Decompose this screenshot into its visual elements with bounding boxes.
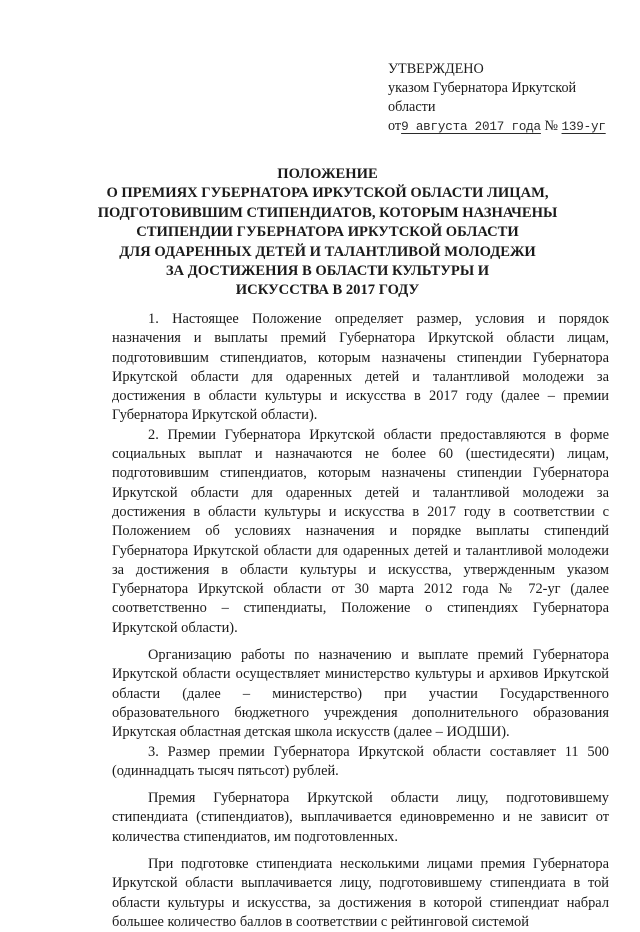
paragraph-4: 3. Размер премии Губернатора Иркутской области составляет 11 500 (одиннадцать тысяч пятьсот) рублей. — [112, 743, 609, 779]
title-line: ПОЛОЖЕНИЕ — [277, 166, 378, 182]
title-line: СТИПЕНДИИ ГУБЕРНАТОРА ИРКУТСКОЙ ОБЛАСТИ — [136, 224, 519, 241]
paragraph-5: Премия Губернатора Иркутской области лицу, подготовившему стипендиата (стипендиатов), выплачивается единовременно и не зависит от количества стипендиатов, им подготовленных. — [112, 790, 609, 845]
approval-stamp — [388, 60, 633, 137]
paragraph-2: 2. Премии Губернатора Иркутской области предоставляются в форме социальных выплат и назначаются не более 60 (шестидесяти) лицам, подготовившим стипендиатов, которым назначены стипендии Губернатора Иркутской области для одаренных детей и талантливой молодежи за достижения в области культуры и искусства в 2017 году в соответствии с Положением об условиях назначения и порядке выплаты стипендий Губернатора Иркутской области для одаренных детей и талантливой молодежи за достижения в области культуры и искусства, утвержденным указом Губернатора Иркутской области от 30 марта 2012 года № 72-уг (далее соответственно – стипендиаты, Положение о стипендиях Губернатора Иркутской области). — [112, 426, 609, 636]
decree-number: 139-уг — [561, 120, 606, 134]
title-line: О ПРЕМИЯХ ГУБЕРНАТОРА ИРКУТСКОЙ ОБЛАСТИ ЛИЦАМ, — [106, 185, 549, 202]
approval-date: 9 августа 2017 года — [401, 120, 541, 134]
approval-heading: УТВЕРЖДЕНО — [388, 61, 484, 77]
paragraph-3: Организацию работы по назначению и выплате премий Губернатора Иркутской области осуществляет министерство культуры и архивов Иркутской области (далее – министерство) при участии Государственного образовательного бюджетного учреждения дополнительного образования Иркутская областная детская школа искусств (далее – ИОДШИ). — [112, 647, 609, 741]
approval-issuer: указом Губернатора Иркутской — [388, 80, 577, 96]
approval-date-row — [388, 117, 633, 137]
document-body — [112, 310, 609, 932]
date-prefix: от — [388, 118, 402, 134]
document-title — [90, 165, 565, 301]
title-line: ДЛЯ ОДАРЕННЫХ ДЕТЕЙ И ТАЛАНТЛИВОЙ МОЛОДЕЖИ — [119, 243, 536, 260]
title-line: ЗА ДОСТИЖЕНИЯ В ОБЛАСТИ КУЛЬТУРЫ И — [165, 263, 490, 280]
title-line: ПОДГОТОВИВШИМ СТИПЕНДИАТОВ, КОТОРЫМ НАЗНАЧЕНЫ — [97, 204, 558, 221]
title-line: ИСКУССТВА В 2017 ГОДУ — [235, 282, 420, 299]
paragraph-1: 1. Настоящее Положение определяет размер, условия и порядок назначения и выплаты премий Губернатора Иркутской области лицам, подготовившим стипендиатов, которым назначены стипендии Губернатора Иркутской области для одаренных детей и талантливой молодежи за достижения в области культуры и искусства в 2017 году (далее – премии Губернатора Иркутской области). — [112, 311, 609, 424]
paragraph-6: При подготовке стипендиата несколькими лицами премия Губернатора Иркутской области выплачивается лицу, подготовившему стипендиата в той области культуры и искусства, за достижения в которой стипендиат набрал большее количество баллов в соответствии с рейтинговой системой — [112, 856, 609, 930]
approval-issuer-cont: области — [388, 99, 436, 115]
number-sign: № — [544, 118, 558, 134]
